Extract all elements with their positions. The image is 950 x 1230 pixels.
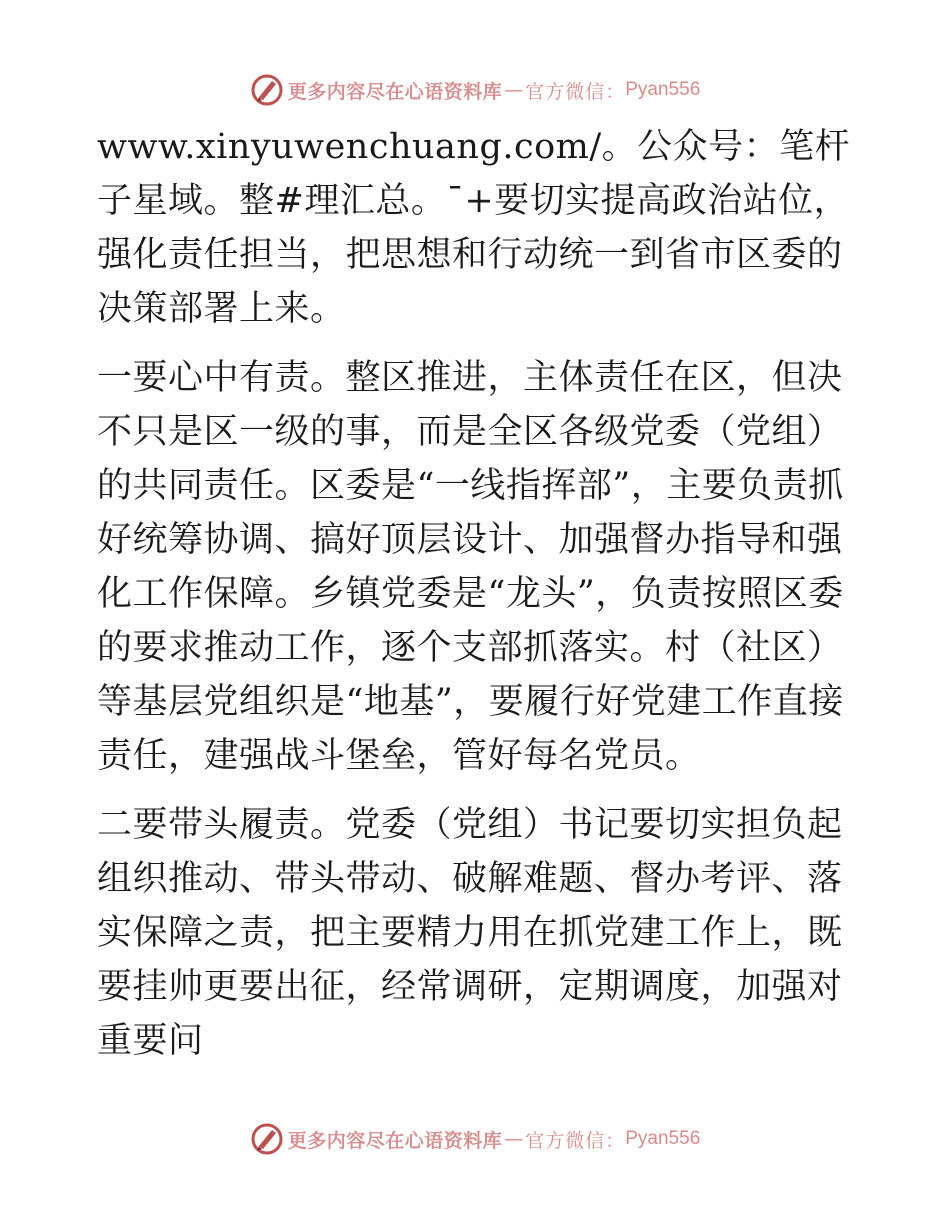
banner-wechat-label: 官方微信： bbox=[525, 1129, 626, 1152]
banner-brand-text: 更多内容尽在心语资料库 bbox=[287, 1129, 503, 1152]
banner-wechat-id: Pyan556 bbox=[625, 1128, 701, 1149]
banner-dash: — bbox=[504, 1128, 524, 1150]
footer-watermark-banner bbox=[0, 1119, 950, 1159]
banner-brand-text: 更多内容尽在心语资料库 bbox=[287, 80, 503, 103]
banner-dash: — bbox=[504, 79, 524, 101]
quill-logo-icon bbox=[250, 1122, 284, 1156]
document-body bbox=[97, 120, 857, 1083]
paragraph-3: 二要带头履责。党委（党组）书记要切实担负起组织推动、带头带动、破解难题、督办考评、落实保障之责，把主要精力用在抓党建工作上，既要挂帅更要出征，经常调研，定期调度，加强对重要问 bbox=[97, 805, 843, 1061]
banner-wechat-id: Pyan556 bbox=[625, 79, 701, 100]
quill-logo-icon bbox=[250, 73, 284, 107]
paragraph-1: www.xinyuwenchuang.com/。公众号：笔杆子星域。整#理汇总。¯+要切实提高政治站位，强化责任担当，把思想和行动统一到省市区委的决策部署上来。 bbox=[97, 127, 851, 329]
banner-wechat-label: 官方微信： bbox=[525, 80, 626, 103]
header-watermark-banner bbox=[0, 70, 950, 110]
paragraph-2: 一要心中有责。整区推进，主体责任在区，但决不只是区一级的事，而是全区各级党委（党组）的共同责任。区委是“一线指挥部”，主要负责抓好统筹协调、搞好顶层设计、加强督办指导和强化工作保障。乡镇党委是“龙头”，负责按照区委的要求推动工作，逐个支部抓落实。村（社区）等基层党组织是“地基”，要履行好党建工作直接责任，建强战斗堡垒，管好每名党员。 bbox=[97, 358, 844, 776]
